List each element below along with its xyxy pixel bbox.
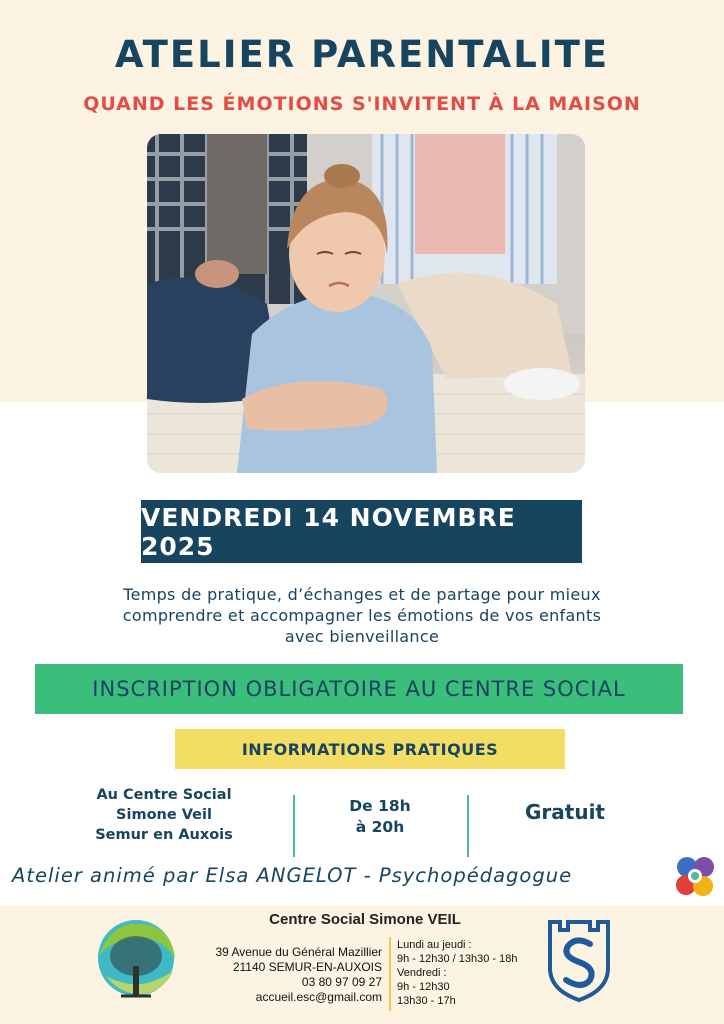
- town-crest-logo: [546, 918, 612, 1002]
- location-line: Au Centre Social: [96, 787, 232, 803]
- child-emotions-photo: [147, 134, 585, 473]
- hours-line: Vendredi :: [397, 967, 447, 979]
- hours-line: 13h30 - 17h: [397, 995, 456, 1007]
- time-info: [300, 796, 460, 838]
- page-title: ATELIER PARENTALITE: [114, 33, 610, 76]
- address-line: 39 Avenue du Général Mazillier: [215, 945, 382, 959]
- footer-org-name: Centre Social Simone VEIL: [269, 911, 461, 928]
- description-line: comprendre et accompagner les émotions de vos enfants: [122, 606, 602, 625]
- email-address: accueil.esc@gmail.com: [255, 990, 382, 1004]
- footer-address: [180, 945, 382, 1005]
- hours-line: Lundi au jeudi :: [397, 939, 472, 951]
- location-line: Simone Veil: [116, 807, 212, 823]
- hours-line: 9h - 12h30 / 13h30 - 18h: [397, 953, 518, 965]
- column-divider: [293, 795, 295, 857]
- tree-logo: [91, 916, 181, 1006]
- column-divider: [467, 795, 469, 857]
- page-subtitle: QUAND LES ÉMOTIONS S'INVITENT À LA MAISON: [83, 93, 641, 115]
- practical-info-banner: [175, 729, 565, 769]
- practical-info-heading: INFORMATIONS PRATIQUES: [241, 739, 499, 759]
- location-info: [75, 785, 253, 845]
- event-date-banner: [141, 500, 582, 563]
- footer-divider: [389, 937, 391, 1011]
- event-description: [60, 584, 664, 647]
- registration-banner: [35, 664, 683, 714]
- animator-credit: Atelier animé par Elsa ANGELOT - Psychopédagogue: [12, 864, 573, 887]
- phone-number: 03 80 97 09 27: [301, 975, 382, 989]
- event-date: VENDREDI 14 NOVEMBRE 2025: [141, 502, 516, 561]
- opening-hours: [397, 938, 547, 1008]
- location-line: Semur en Auxois: [95, 827, 233, 843]
- price-info: Gratuit: [525, 800, 605, 824]
- time-line: De 18h: [349, 797, 411, 815]
- registration-text: INSCRIPTION OBLIGATOIRE AU CENTRE SOCIAL: [92, 677, 626, 701]
- description-line: Temps de pratique, d’échanges et de partage pour mieux: [123, 585, 601, 604]
- address-line: 21140 SEMUR-EN-AUXOIS: [232, 960, 382, 974]
- puzzle-icon: [672, 853, 718, 901]
- time-line: à 20h: [355, 818, 405, 836]
- hours-line: 9h - 12h30: [397, 981, 450, 993]
- description-line: avec bienveillance: [284, 627, 440, 646]
